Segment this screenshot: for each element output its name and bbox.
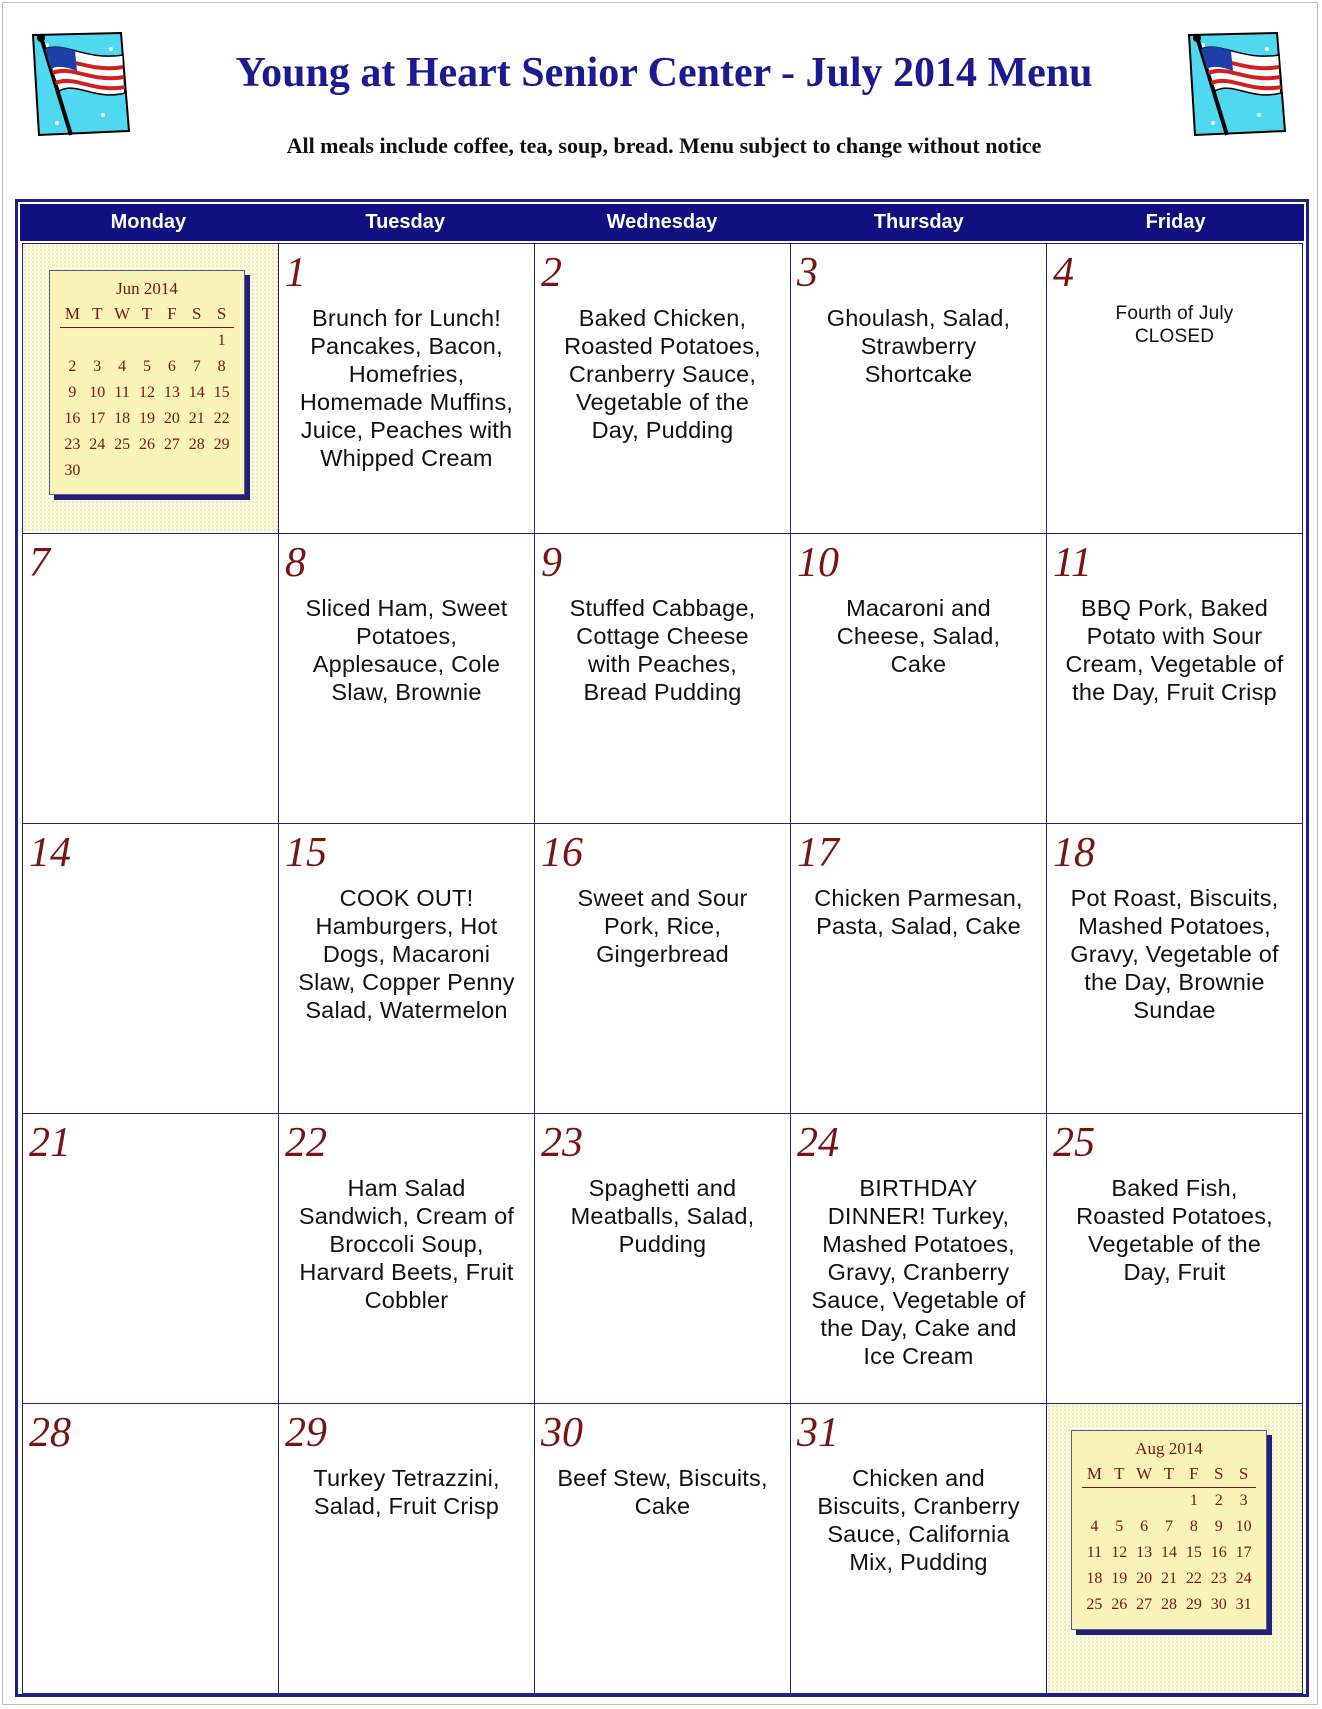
mini-date: 25	[1086, 1596, 1103, 1613]
mini-date: 26	[138, 436, 155, 453]
mini-calendar-week	[60, 328, 234, 354]
mini-date: 7	[1164, 1518, 1173, 1535]
day-number: 9	[541, 540, 562, 586]
day-cell	[1047, 534, 1303, 824]
day-cell	[535, 1114, 791, 1404]
mini-date: 23	[64, 436, 81, 453]
day-menu: Ghoulash, Salad, Strawberry Shortcake	[826, 305, 1011, 387]
day-cell	[279, 244, 535, 534]
weekday-friday: Friday	[1145, 211, 1206, 233]
next-month-cell	[1047, 1404, 1303, 1694]
mini-date: 29	[1185, 1596, 1202, 1613]
mini-date: 15	[1185, 1544, 1202, 1561]
mini-date: 22	[213, 410, 230, 427]
day-number: 3	[797, 250, 818, 296]
mini-date: 7	[192, 358, 201, 375]
day-cell	[791, 244, 1047, 534]
mini-date: 26	[1111, 1596, 1128, 1613]
mini-weekday: T	[141, 304, 153, 323]
mini-date	[85, 458, 110, 484]
mini-weekday: S	[216, 304, 227, 323]
day-cell	[535, 534, 791, 824]
mini-date: 21	[1160, 1570, 1177, 1587]
day-menu: Brunch for Lunch! Pancakes, Bacon, Homefries, Homemade Muffins, Juice, Peaches with Whipped Cream	[299, 305, 514, 471]
day-number: 30	[541, 1410, 583, 1456]
mini-date: 2	[1214, 1492, 1223, 1509]
mini-date: 16	[1210, 1544, 1227, 1561]
mini-date	[159, 458, 184, 484]
mini-weekday: T	[92, 304, 103, 323]
mini-weekday: T	[1114, 1464, 1125, 1483]
mini-date: 16	[64, 410, 81, 427]
mini-date	[1132, 1488, 1157, 1514]
day-number: 22	[285, 1120, 327, 1166]
day-menu: Stuffed Cabbage, Cottage Cheese with Peaches, Bread Pudding	[569, 595, 756, 705]
day-number: 15	[285, 830, 327, 876]
mini-calendar-week	[60, 432, 234, 458]
mini-date	[159, 328, 184, 354]
day-menu: COOK OUT! Hamburgers, Hot Dogs, Macaroni Slaw, Copper Penny Salad, Watermelon	[298, 885, 515, 1023]
day-number: 18	[1053, 830, 1095, 876]
day-cell	[791, 1404, 1047, 1694]
mini-calendar-august	[1071, 1430, 1267, 1630]
mini-weekday: T	[1163, 1464, 1175, 1483]
mini-date: 21	[188, 410, 205, 427]
mini-calendar-june	[49, 270, 245, 495]
day-cell	[279, 824, 535, 1114]
mini-date	[135, 458, 160, 484]
day-cell	[1047, 244, 1303, 534]
mini-date: 15	[213, 384, 230, 401]
weekday-tuesday: Tuesday	[365, 211, 446, 233]
day-cell	[791, 534, 1047, 824]
mini-date: 30	[1210, 1596, 1227, 1613]
weekday-wednesday: Wednesday	[606, 211, 718, 233]
mini-date: 8	[217, 358, 226, 375]
mini-calendar-week	[1082, 1540, 1256, 1566]
mini-calendar-week	[60, 458, 234, 484]
page-title: Young at Heart Senior Center - July 2014 Menu	[235, 50, 1093, 96]
mini-calendar-week	[60, 406, 234, 432]
mini-calendar-weekdays	[60, 301, 234, 328]
day-menu: Beef Stew, Biscuits, Cake	[557, 1465, 768, 1519]
mini-calendar-title: Jun 2014	[116, 279, 178, 298]
day-number: 7	[29, 540, 50, 586]
weekday-header	[20, 204, 1304, 241]
day-number: 25	[1053, 1120, 1095, 1166]
weekday-monday: Monday	[110, 211, 187, 233]
page-subtitle: All meals include coffee, tea, soup, bread. Menu subject to change without notice	[286, 133, 1042, 158]
day-number: 23	[541, 1120, 583, 1166]
mini-weekday: S	[191, 304, 202, 323]
mini-date: 10	[89, 384, 106, 401]
mini-date	[110, 328, 135, 354]
day-menu: Macaroni and Cheese, Salad, Cake	[836, 595, 1001, 677]
day-number: 14	[29, 830, 71, 876]
mini-date: 30	[64, 462, 81, 479]
mini-date	[184, 458, 209, 484]
mini-date: 29	[213, 436, 230, 453]
mini-date	[1157, 1488, 1182, 1514]
mini-date: 11	[114, 384, 130, 401]
day-menu: Chicken and Biscuits, Cranberry Sauce, California Mix, Pudding	[817, 1465, 1020, 1575]
mini-date	[1107, 1488, 1132, 1514]
day-number: 1	[285, 250, 306, 296]
mini-date: 27	[1136, 1596, 1153, 1613]
day-number: 17	[797, 830, 839, 876]
mini-weekday: F	[1189, 1464, 1199, 1483]
mini-calendar-week	[1082, 1514, 1256, 1540]
mini-date: 14	[188, 384, 205, 401]
day-cell	[23, 534, 279, 824]
mini-date: 10	[1235, 1518, 1252, 1535]
mini-date: 19	[1111, 1570, 1128, 1587]
mini-date: 3	[1239, 1492, 1248, 1509]
mini-date: 28	[1160, 1596, 1177, 1613]
mini-calendar-title: Aug 2014	[1135, 1439, 1203, 1458]
day-number: 2	[541, 250, 562, 296]
day-cell	[535, 1404, 791, 1694]
mini-date: 12	[1111, 1544, 1128, 1561]
mini-date: 25	[114, 436, 131, 453]
mini-date	[1082, 1488, 1107, 1514]
day-number: 11	[1053, 540, 1092, 586]
mini-calendar-week	[1082, 1488, 1256, 1514]
day-cell	[23, 1404, 279, 1694]
mini-date: 31	[1235, 1596, 1252, 1613]
mini-date: 14	[1160, 1544, 1177, 1561]
mini-weekday: W	[1136, 1464, 1153, 1483]
mini-date	[209, 458, 234, 484]
day-cell	[23, 824, 279, 1114]
mini-date: 4	[118, 358, 127, 375]
day-cell	[535, 244, 791, 534]
mini-weekday: W	[114, 304, 131, 323]
day-cell	[1047, 1114, 1303, 1404]
day-menu: Spaghetti and Meatballs, Salad, Pudding	[570, 1175, 755, 1257]
mini-date: 1	[1189, 1492, 1198, 1509]
mini-date: 13	[163, 384, 180, 401]
mini-weekday: F	[167, 304, 177, 323]
mini-date: 13	[1136, 1544, 1153, 1561]
mini-date: 6	[167, 358, 176, 375]
mini-weekday: M	[1086, 1464, 1102, 1483]
mini-calendar-weekdays	[1082, 1461, 1256, 1488]
mini-date: 18	[1086, 1570, 1103, 1587]
day-menu: Baked Chicken, Roasted Potatoes, Cranberry Sauce, Vegetable of the Day, Pudding	[564, 305, 761, 443]
mini-weekday: S	[1213, 1464, 1224, 1483]
mini-date: 5	[142, 358, 151, 375]
day-number: 8	[285, 540, 306, 586]
mini-date: 22	[1185, 1570, 1202, 1587]
mini-date: 6	[1140, 1518, 1149, 1535]
day-number: 31	[797, 1410, 839, 1456]
day-menu: Fourth of July CLOSED	[1115, 303, 1234, 347]
mini-date: 28	[188, 436, 205, 453]
day-cell	[791, 1114, 1047, 1404]
day-menu: Ham Salad Sandwich, Cream of Broccoli Soup, Harvard Beets, Fruit Cobbler	[298, 1175, 515, 1313]
calendar-grid	[22, 243, 1303, 1694]
day-menu: Sweet and Sour Pork, Rice, Gingerbread	[577, 885, 748, 967]
mini-date: 18	[114, 410, 131, 427]
mini-date	[110, 458, 135, 484]
mini-date	[85, 328, 110, 354]
day-menu: BBQ Pork, Baked Potato with Sour Cream, Vegetable of the Day, Fruit Crisp	[1065, 595, 1284, 705]
mini-date: 5	[1115, 1518, 1124, 1535]
day-cell	[279, 1114, 535, 1404]
mini-date: 24	[89, 436, 106, 453]
mini-date: 12	[138, 384, 155, 401]
day-cell	[1047, 824, 1303, 1114]
mini-date: 3	[93, 358, 102, 375]
day-number: 10	[797, 540, 839, 586]
mini-weekday: S	[1238, 1464, 1249, 1483]
menu-page	[2, 2, 1318, 1705]
day-menu: BIRTHDAY DINNER! Turkey, Mashed Potatoes, Gravy, Cranberry Sauce, Vegetable of the Day, Cake and Ice Cream	[811, 1175, 1026, 1369]
mini-date: 17	[89, 410, 106, 427]
weekday-thursday: Thursday	[873, 211, 964, 233]
day-cell	[791, 824, 1047, 1114]
day-number: 16	[541, 830, 583, 876]
mini-date: 27	[163, 436, 180, 453]
day-menu: Pot Roast, Biscuits, Mashed Potatoes, Gravy, Vegetable of the Day, Brownie Sundae	[1070, 885, 1279, 1023]
mini-date: 9	[68, 384, 77, 401]
day-number: 28	[29, 1410, 71, 1456]
mini-date: 1	[217, 332, 226, 349]
mini-calendar-week	[1082, 1592, 1256, 1618]
mini-calendar-week	[60, 380, 234, 406]
day-menu: Chicken Parmesan, Pasta, Salad, Cake	[814, 885, 1023, 939]
day-menu: Baked Fish, Roasted Potatoes, Vegetable of the Day, Fruit	[1076, 1175, 1273, 1285]
prev-month-cell	[23, 244, 279, 534]
mini-date: 9	[1214, 1518, 1223, 1535]
mini-date: 2	[68, 358, 77, 375]
day-number: 21	[29, 1120, 71, 1166]
day-cell	[279, 534, 535, 824]
mini-date: 20	[1136, 1570, 1153, 1587]
day-number: 4	[1053, 250, 1074, 296]
day-menu: Turkey Tetrazzini, Salad, Fruit Crisp	[313, 1465, 500, 1519]
mini-date: 23	[1210, 1570, 1227, 1587]
day-number: 24	[797, 1120, 839, 1166]
day-cell	[279, 1404, 535, 1694]
mini-date: 19	[138, 410, 155, 427]
mini-date	[135, 328, 160, 354]
mini-date: 24	[1235, 1570, 1252, 1587]
mini-date: 20	[163, 410, 180, 427]
mini-date: 11	[1086, 1544, 1103, 1561]
mini-weekday: M	[64, 304, 80, 323]
mini-calendar-week	[60, 354, 234, 380]
mini-date	[184, 328, 209, 354]
day-menu: Sliced Ham, Sweet Potatoes, Applesauce, Cole Slaw, Brownie	[305, 595, 508, 705]
mini-date: 8	[1189, 1518, 1198, 1535]
day-cell	[535, 824, 791, 1114]
mini-date	[60, 328, 85, 354]
day-cell	[23, 1114, 279, 1404]
day-number: 29	[285, 1410, 327, 1456]
mini-date: 17	[1235, 1544, 1252, 1561]
mini-calendar-week	[1082, 1566, 1256, 1592]
mini-date: 4	[1090, 1518, 1099, 1535]
month-calendar	[15, 199, 1309, 1697]
